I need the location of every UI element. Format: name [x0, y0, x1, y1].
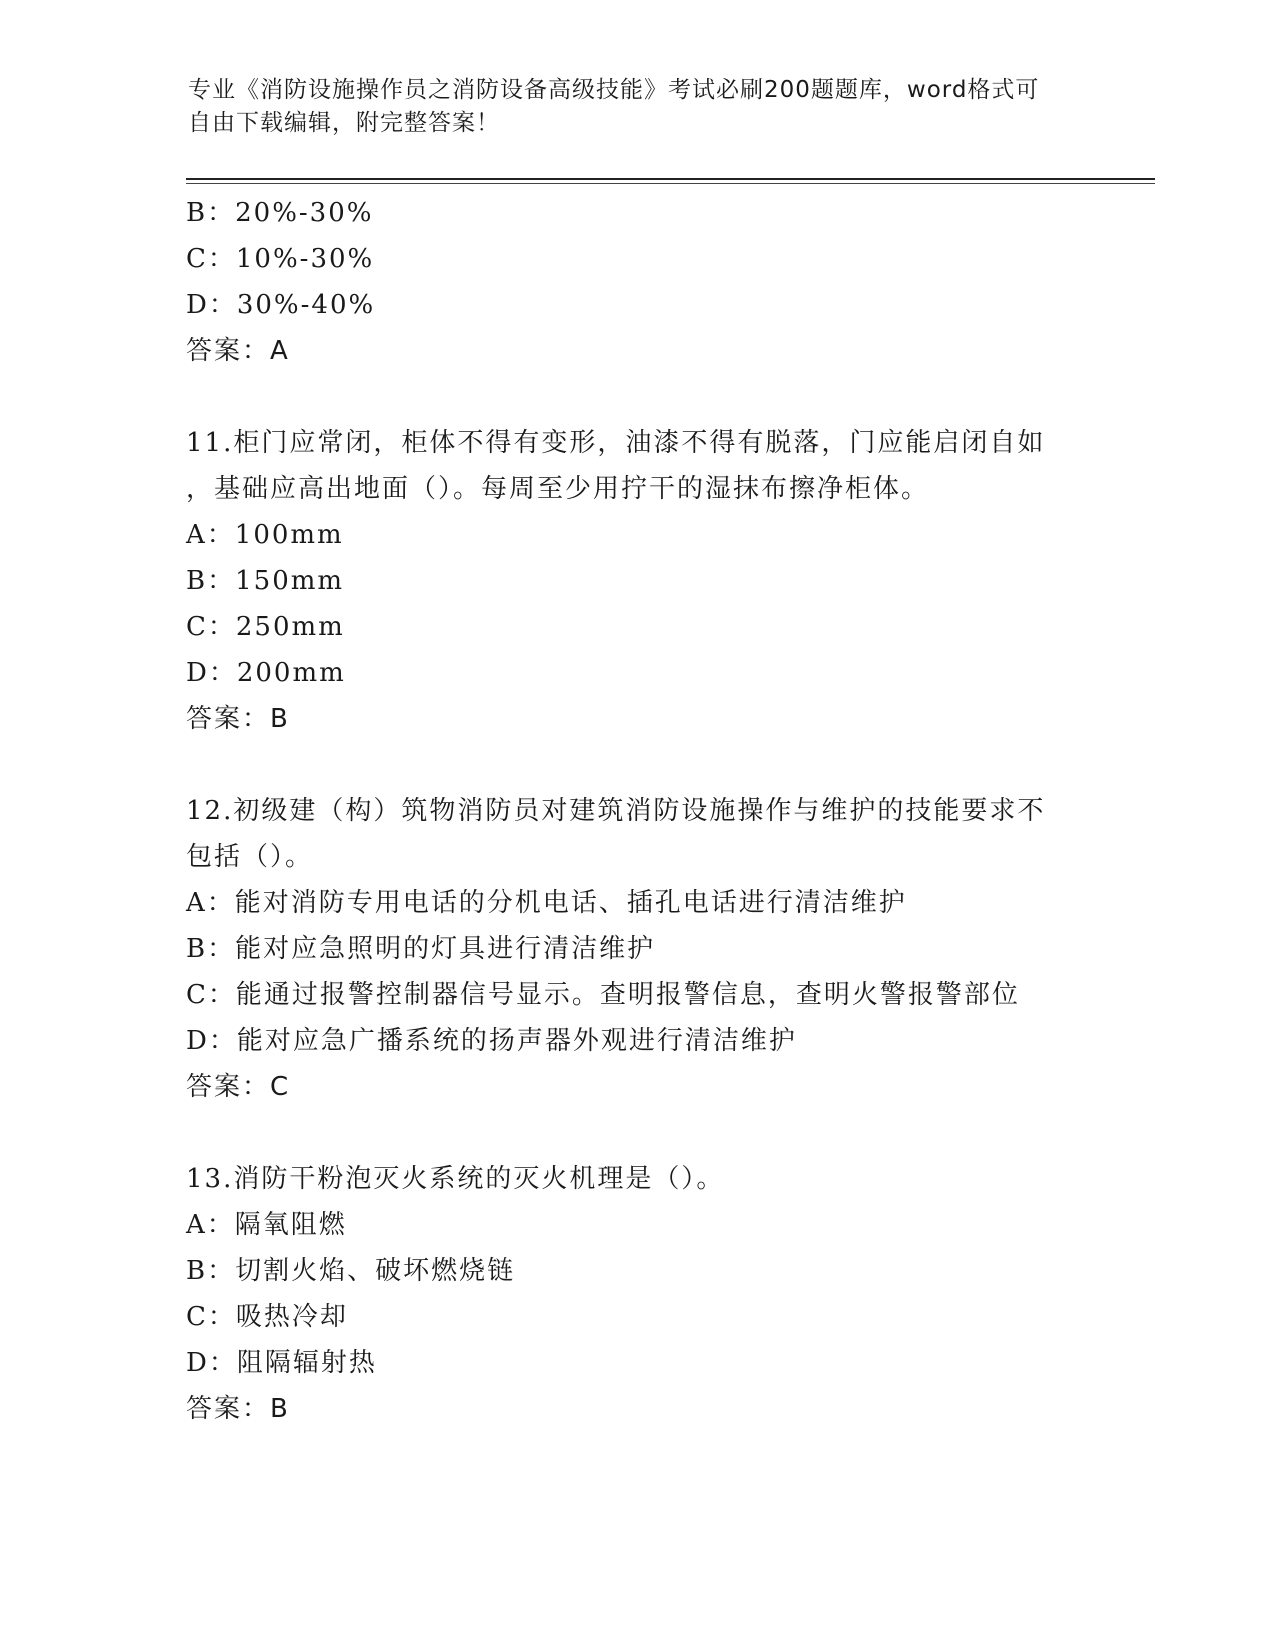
question-block [186, 788, 1086, 1110]
option-item: D：200mm [186, 658, 346, 688]
answer-line: 答案：B [186, 1394, 290, 1424]
spacer [186, 1110, 1086, 1156]
option-item: C：250mm [186, 612, 345, 642]
option-item: A：能对消防专用电话的分机电话、插孔电话进行清洁维护 [186, 888, 907, 918]
header-divider-thick [186, 178, 1155, 180]
question-block [186, 420, 1086, 742]
spacer [186, 374, 1086, 420]
option-item: C：10%-30% [186, 244, 375, 274]
answer-line: 答案：B [186, 704, 290, 734]
option-item: B：切割火焰、破坏燃烧链 [186, 1256, 516, 1286]
option-item: B：能对应急照明的灯具进行清洁维护 [186, 934, 656, 964]
option-item: D：30%-40% [186, 290, 376, 320]
option-item: B：20%-30% [186, 198, 374, 228]
header-line-2: 自由下载编辑，附完整答案！ [188, 110, 500, 136]
option-item: D：能对应急广播系统的扬声器外观进行清洁维护 [186, 1026, 797, 1056]
question-stem-line: ，基础应高出地面（）。每周至少用拧干的湿抹布擦净柜体。 [186, 474, 930, 504]
spacer [186, 742, 1086, 788]
option-item: C：吸热冷却 [186, 1302, 348, 1332]
question-block [186, 1156, 1086, 1432]
option-item: A：100mm [186, 520, 344, 550]
option-item: B：150mm [186, 566, 345, 596]
option-item: C：能通过报警控制器信号显示。查明报警信息，查明火警报警部位 [186, 980, 1020, 1010]
header-line-1: 专业《消防设施操作员之消防设备高级技能》考试必刷200题题库，word格式可 [188, 77, 1040, 103]
question-fragment [186, 190, 1086, 374]
question-stem-line: 13.消防干粉泡灭火系统的灭火机理是（）。 [186, 1164, 725, 1194]
option-item: D：阻隔辐射热 [186, 1348, 377, 1378]
question-stem-line: 包括（）。 [186, 842, 314, 872]
option-item: A：隔氧阻燃 [186, 1210, 347, 1240]
header-divider-thin [186, 183, 1155, 184]
page-header [188, 74, 1068, 140]
answer-line: 答案：C [186, 1072, 291, 1102]
question-stem-line: 12.初级建（构）筑物消防员对建筑消防设施操作与维护的技能要求不 [186, 796, 1046, 826]
question-stem-line: 11.柜门应常闭，柜体不得有变形，油漆不得有脱落，门应能启闭自如 [186, 428, 1046, 458]
answer-line: 答案：A [186, 336, 290, 366]
question-list [186, 190, 1086, 1432]
